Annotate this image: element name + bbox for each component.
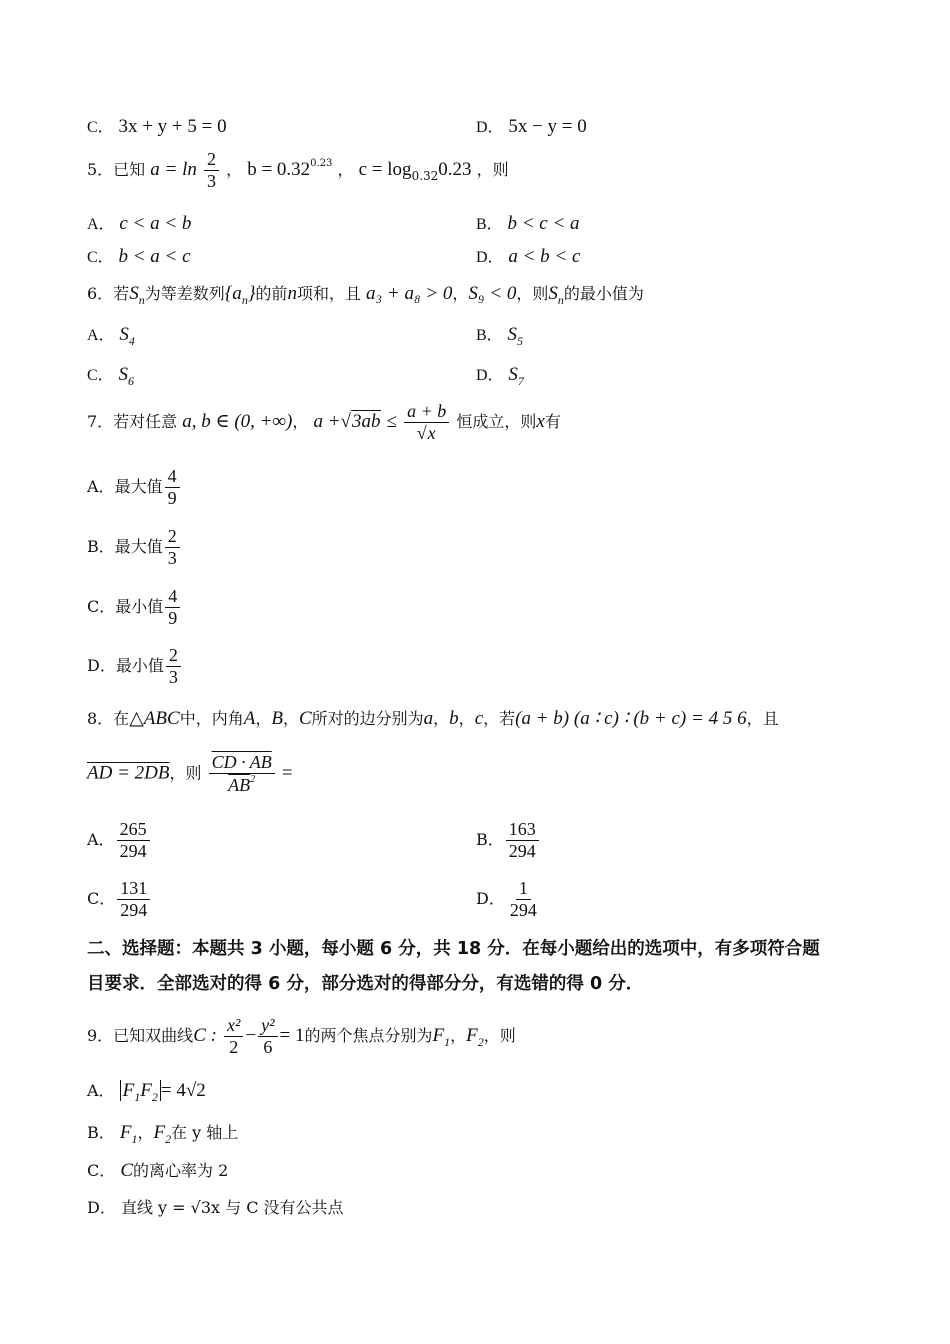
fraction-numerator: 1 (516, 879, 531, 900)
q8-option-b (476, 820, 541, 861)
q7-prefix: 7．若对任意 (87, 412, 178, 432)
fraction-denominator: 9 (167, 487, 177, 508)
option-text: $S_5$ (507, 324, 523, 348)
q5-option-d (476, 246, 580, 269)
subscript: 6 (127, 374, 134, 388)
fraction-denominator: 6 (263, 1036, 273, 1057)
q8-fraction (209, 753, 275, 795)
option-label: C． (87, 249, 114, 266)
fraction-numerator: y² (258, 1016, 277, 1037)
option-label: A． (87, 477, 115, 497)
option-text: 最大值 (114, 537, 163, 557)
option-text: $S_6$ (118, 364, 134, 388)
option-text: 最小值 (115, 656, 164, 676)
option-label: C． (87, 889, 116, 909)
fraction-denominator: 294 (508, 840, 536, 861)
q7-text: 有 (544, 412, 561, 432)
q9-option-a (87, 1080, 206, 1104)
minus: − (245, 1025, 257, 1047)
q9-equals: = 1 (279, 1025, 305, 1047)
q7-fraction (404, 402, 449, 443)
q7-option-c (87, 587, 182, 628)
option-text: b < c < a (507, 213, 580, 234)
section-heading-line1: 二、选择题：本题共 3 小题，每小题 6 分，共 18 分．在每小题给出的选项中，有多项符合题 (87, 939, 820, 959)
q6-n: n (287, 283, 297, 304)
q5-b-exponent: 0.23 (310, 158, 333, 170)
fraction-numerator: 131 (117, 879, 150, 900)
q8-text: 所对的边分别为 (311, 709, 424, 728)
option-fraction (165, 467, 180, 508)
option-label: D． (476, 367, 504, 384)
q8-option-d (476, 879, 542, 920)
option-label: A． (87, 327, 115, 344)
option-label: C． (87, 597, 116, 617)
q6-text: 的前 (255, 284, 288, 303)
fraction-numerator: 265 (117, 820, 150, 841)
option-text: 最小值 (115, 597, 164, 617)
fraction-numerator: x² (224, 1016, 243, 1037)
q9-text: ，则 (483, 1026, 516, 1046)
fraction-numerator: 2 (165, 527, 180, 548)
q6-option-d (476, 364, 524, 388)
q6-option-b (476, 324, 523, 348)
option-label: D． (476, 249, 504, 266)
q7-sqrt-arg: 3ab (351, 411, 381, 433)
q6-text: 项和，且 (296, 284, 361, 303)
fraction-numerator: CD · AB (209, 753, 275, 774)
fraction-numerator: a + b (404, 402, 449, 423)
fraction-denominator: 3 (167, 547, 177, 568)
q8-stem-line1: 8．在△ABC中，内角A，B，C所对的边分别为a，b，c，若(a + b) (a ∶ c) ∶ (b + c) = 4 5 6，且 (87, 708, 779, 729)
q7-domain: a, b ∈ (0, +∞) (182, 411, 293, 433)
q6-text: 为等差数列 (144, 284, 225, 303)
q6-condition-2: S₉ < 0 (468, 283, 517, 304)
option-fraction (506, 820, 539, 861)
subscript: 7 (517, 374, 524, 388)
q7-var: x (536, 411, 545, 433)
option-label: B． (476, 327, 503, 344)
fraction-numerator: 4 (165, 467, 180, 488)
q5-suffix: ，则 (476, 160, 509, 180)
q6-text: 的最小值为 (563, 284, 644, 303)
option-text: = 4√2 (160, 1080, 206, 1101)
fraction-denominator: 294 (120, 899, 148, 920)
option-text: 5x − y = 0 (508, 116, 587, 137)
q6-text: ，则 (516, 284, 549, 303)
fraction-numerator: 2 (204, 150, 219, 171)
option-label: A． (87, 216, 115, 233)
option-text: 直线 y = √3x 与 C 没有公共点 (120, 1198, 344, 1217)
option-label: C． (87, 367, 114, 384)
section-heading-line2: 目要求．全部选对的得 6 分，部分选对的得部分分，有选错的得 0 分． (87, 974, 644, 994)
q9-fraction-x (224, 1016, 243, 1057)
option-fraction (507, 879, 540, 920)
fraction-numerator: 4 (165, 587, 180, 608)
q9-curve-name: C : (193, 1025, 217, 1047)
q5-c-expr: c = log (358, 159, 412, 181)
fraction-numerator: 163 (506, 820, 539, 841)
option-label: A． (87, 830, 115, 850)
fraction-denominator (225, 774, 258, 796)
q6-condition-1: a₃ + a₈ > 0 (366, 283, 453, 304)
q8-text: ，若 (483, 709, 516, 728)
exponent: 2 (250, 773, 256, 785)
option-label: D． (476, 119, 504, 136)
option-label: B． (476, 830, 504, 850)
option-label: B． (87, 1123, 115, 1142)
q8-ratio: (a + b) (a ∶ c) ∶ (b + c) = 4 5 6 (515, 708, 747, 729)
q5-prefix: 5．已知 (87, 160, 146, 180)
q6-sn: $S_n$ (129, 283, 145, 307)
q5-a-fraction (204, 150, 219, 191)
fraction-denominator: 9 (168, 607, 178, 628)
q4-option-d (476, 116, 587, 139)
separator: ， (226, 160, 243, 180)
q9-option-b: B． $F_1$，$F_2$在 y 轴上 (87, 1122, 239, 1146)
subscript: 4 (128, 334, 135, 348)
q9-fraction-y (258, 1016, 277, 1057)
q5-a-expr: a = ln (150, 159, 197, 181)
option-text: 最大值 (114, 477, 163, 497)
q7-stem: 7．若对任意 a, b ∈ (0, +∞)， a +√3ab ≤ $\frac{a + b}{√x}$ 恒成立，则x有 (87, 401, 561, 443)
q9-stem: 9．已知双曲线C : $\frac{\text{x²}}{2}$ − $\frac{\text{y²}}{6}$ = 1的两个焦点分别为$F_1$，$F_2$，则 (87, 1015, 516, 1057)
q8-prefix: 8．在 (87, 709, 130, 728)
q8-text: 中，内角 (179, 709, 244, 728)
q8-triangle: △ABC (129, 708, 180, 729)
option-label: C． (87, 1161, 116, 1180)
option-fraction (166, 646, 181, 687)
option-label: A． (87, 1081, 115, 1100)
option-label: B． (87, 537, 115, 557)
fraction-denominator: √x (416, 422, 436, 443)
q7-lhs: a + (313, 411, 341, 433)
fraction-denominator: 2 (229, 1036, 239, 1057)
fraction-denominator: 294 (509, 899, 537, 920)
fraction-denominator: 294 (119, 840, 147, 861)
q7-option-b (87, 527, 182, 568)
q5-option-c (87, 246, 191, 269)
subscript: 5 (516, 334, 523, 348)
option-text: $S_7$ (508, 364, 524, 388)
q5-option-b (476, 213, 580, 236)
q5-stem (87, 150, 509, 191)
q7-text: 恒成立，则 (456, 412, 537, 432)
option-fraction (117, 879, 150, 920)
fraction-denominator: 3 (168, 666, 178, 687)
q8-text: ，且 (746, 709, 779, 728)
q8-equals: = (281, 762, 293, 784)
q8-stem-line2 (87, 753, 293, 795)
option-fraction (117, 820, 150, 861)
q6-option-a (87, 324, 135, 348)
q8-text: ，则 (169, 763, 202, 783)
fraction-denominator: 3 (206, 170, 216, 191)
option-label: D． (87, 1198, 116, 1217)
q5-c-arg: 0.23 (438, 159, 472, 181)
separator: ， (337, 160, 354, 180)
q8-vector-relation: AD = 2DB (87, 762, 170, 784)
option-text: 3x + y + 5 = 0 (118, 116, 227, 137)
option-label: D． (87, 656, 116, 676)
q9-option-c: C． C的离心率为 2 (87, 1160, 229, 1181)
q4-option-c (87, 116, 227, 139)
option-text: c < a < b (119, 213, 192, 234)
option-label: B． (476, 216, 503, 233)
q6-prefix: 6．若 (87, 284, 130, 303)
q9-option-d (87, 1198, 344, 1217)
option-text: 在 y 轴上 (171, 1123, 239, 1142)
option-text: $S_4$ (119, 324, 135, 348)
q6-an: $\{a_n\}$ (224, 283, 256, 307)
q8-option-a (87, 820, 152, 861)
q5-c-log-base: 0.32 (411, 169, 439, 184)
option-label: C． (87, 119, 114, 136)
q7-option-a (87, 467, 182, 508)
q8-option-c (87, 879, 152, 920)
option-text: b < a < c (118, 246, 191, 267)
q6-sn: $S_n$ (548, 283, 564, 307)
q7-leq: ≤ (386, 411, 398, 433)
vector-ab: $\overline{AB}$ (228, 774, 251, 795)
q5-option-a (87, 213, 191, 236)
q9-text: 的两个焦点分别为 (304, 1026, 433, 1046)
sqrt-arg: x (427, 422, 436, 443)
q7-option-d (87, 646, 183, 687)
option-fraction (165, 527, 180, 568)
q9-prefix: 9．已知双曲线 (87, 1026, 194, 1046)
q6-stem: 6．若$S_n$为等差数列$\{a_n\}$的前n项和，且 a₃ + a₈ > 0，S₉ < 0，则$S_n$的最小值为 (87, 283, 644, 307)
fraction-numerator: 2 (166, 646, 181, 667)
option-text: a < b < c (508, 246, 581, 267)
focal-distance: $F_1F_2$ (120, 1080, 161, 1101)
q5-b-expr: b = 0.32 (247, 159, 311, 181)
option-text: 的离心率为 2 (133, 1161, 229, 1180)
option-fraction (165, 587, 180, 628)
option-label: D． (476, 889, 505, 909)
q6-option-c (87, 364, 134, 388)
